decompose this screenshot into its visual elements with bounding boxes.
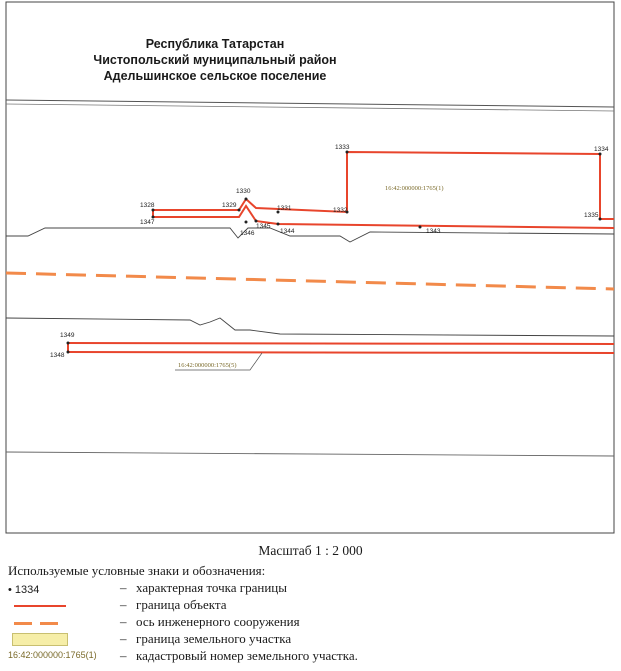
point-label-1345: 1345: [256, 223, 271, 230]
legend-cadastral-symbol: 16:42:000000:1765(1): [8, 650, 97, 660]
legend-item-point: [8, 580, 608, 597]
point-label-1328: 1328: [140, 202, 155, 209]
legend-text: кадастровый номер земельного участка.: [136, 648, 358, 663]
point-label-1348: 1348: [50, 352, 65, 359]
legend-text: граница земельного участка: [136, 631, 292, 646]
legend-point-symbol: • 1334: [8, 584, 40, 596]
cadastral-label-1: 16:42:000000:1765(1): [385, 185, 444, 192]
point-label-1332: 1332: [333, 207, 348, 214]
scale-label: Масштаб 1 : 2 000: [258, 543, 363, 558]
point-label-1333: 1333: [335, 144, 350, 151]
engineering-axis: [6, 273, 614, 289]
legend-text: характерная точка границы: [136, 580, 287, 595]
legend-text: ось инженерного сооружения: [136, 614, 300, 629]
legend-item-cadastral: [8, 648, 608, 665]
boundary-points: [67, 151, 602, 354]
point-label-1346: 1346: [240, 230, 255, 237]
header-settlement: Адельшинское сельское поселение: [103, 69, 327, 83]
legend-parcel-symbol: [12, 633, 68, 646]
point-label-1347: 1347: [140, 219, 155, 226]
header-republic: Республика Татарстан: [145, 37, 285, 51]
legend-dash: –: [120, 614, 127, 629]
terrain-line: [6, 228, 614, 242]
point-label-1330: 1330: [236, 188, 251, 195]
road-edge-bottom: [6, 452, 614, 456]
point-label-1349: 1349: [60, 332, 75, 339]
point-label-1329: 1329: [222, 202, 237, 209]
object-boundary-lower: [68, 352, 614, 353]
point-label-1344: 1344: [280, 228, 295, 235]
point-label-1335: 1335: [584, 212, 599, 219]
road-edge-line: [6, 100, 614, 107]
legend-dash: –: [120, 580, 127, 595]
object-boundary-lower: [68, 343, 614, 344]
legend-item-parcel: [8, 631, 608, 648]
legend-dash: –: [120, 631, 127, 646]
cadastral-label-5: 16:42:000000:1765(5): [178, 362, 237, 369]
header-district: Чистопольский муниципальный район: [93, 53, 337, 67]
road-edge-line: [6, 104, 614, 111]
point-label-1343: 1343: [426, 228, 441, 235]
legend-dash: –: [120, 648, 127, 663]
terrain-line-lower: [6, 318, 614, 336]
legend-title: Используемые условные знаки и обозначения:: [8, 563, 266, 578]
legend-boundary-symbol: [14, 605, 66, 607]
legend-item-boundary: [8, 597, 608, 614]
legend-dash: –: [120, 597, 127, 612]
legend-axis-symbol: [14, 622, 66, 625]
point-label-1331: 1331: [277, 205, 292, 212]
point-label-1334: 1334: [594, 146, 609, 153]
legend-text: граница объекта: [136, 597, 227, 612]
legend-item-axis: [8, 614, 608, 631]
